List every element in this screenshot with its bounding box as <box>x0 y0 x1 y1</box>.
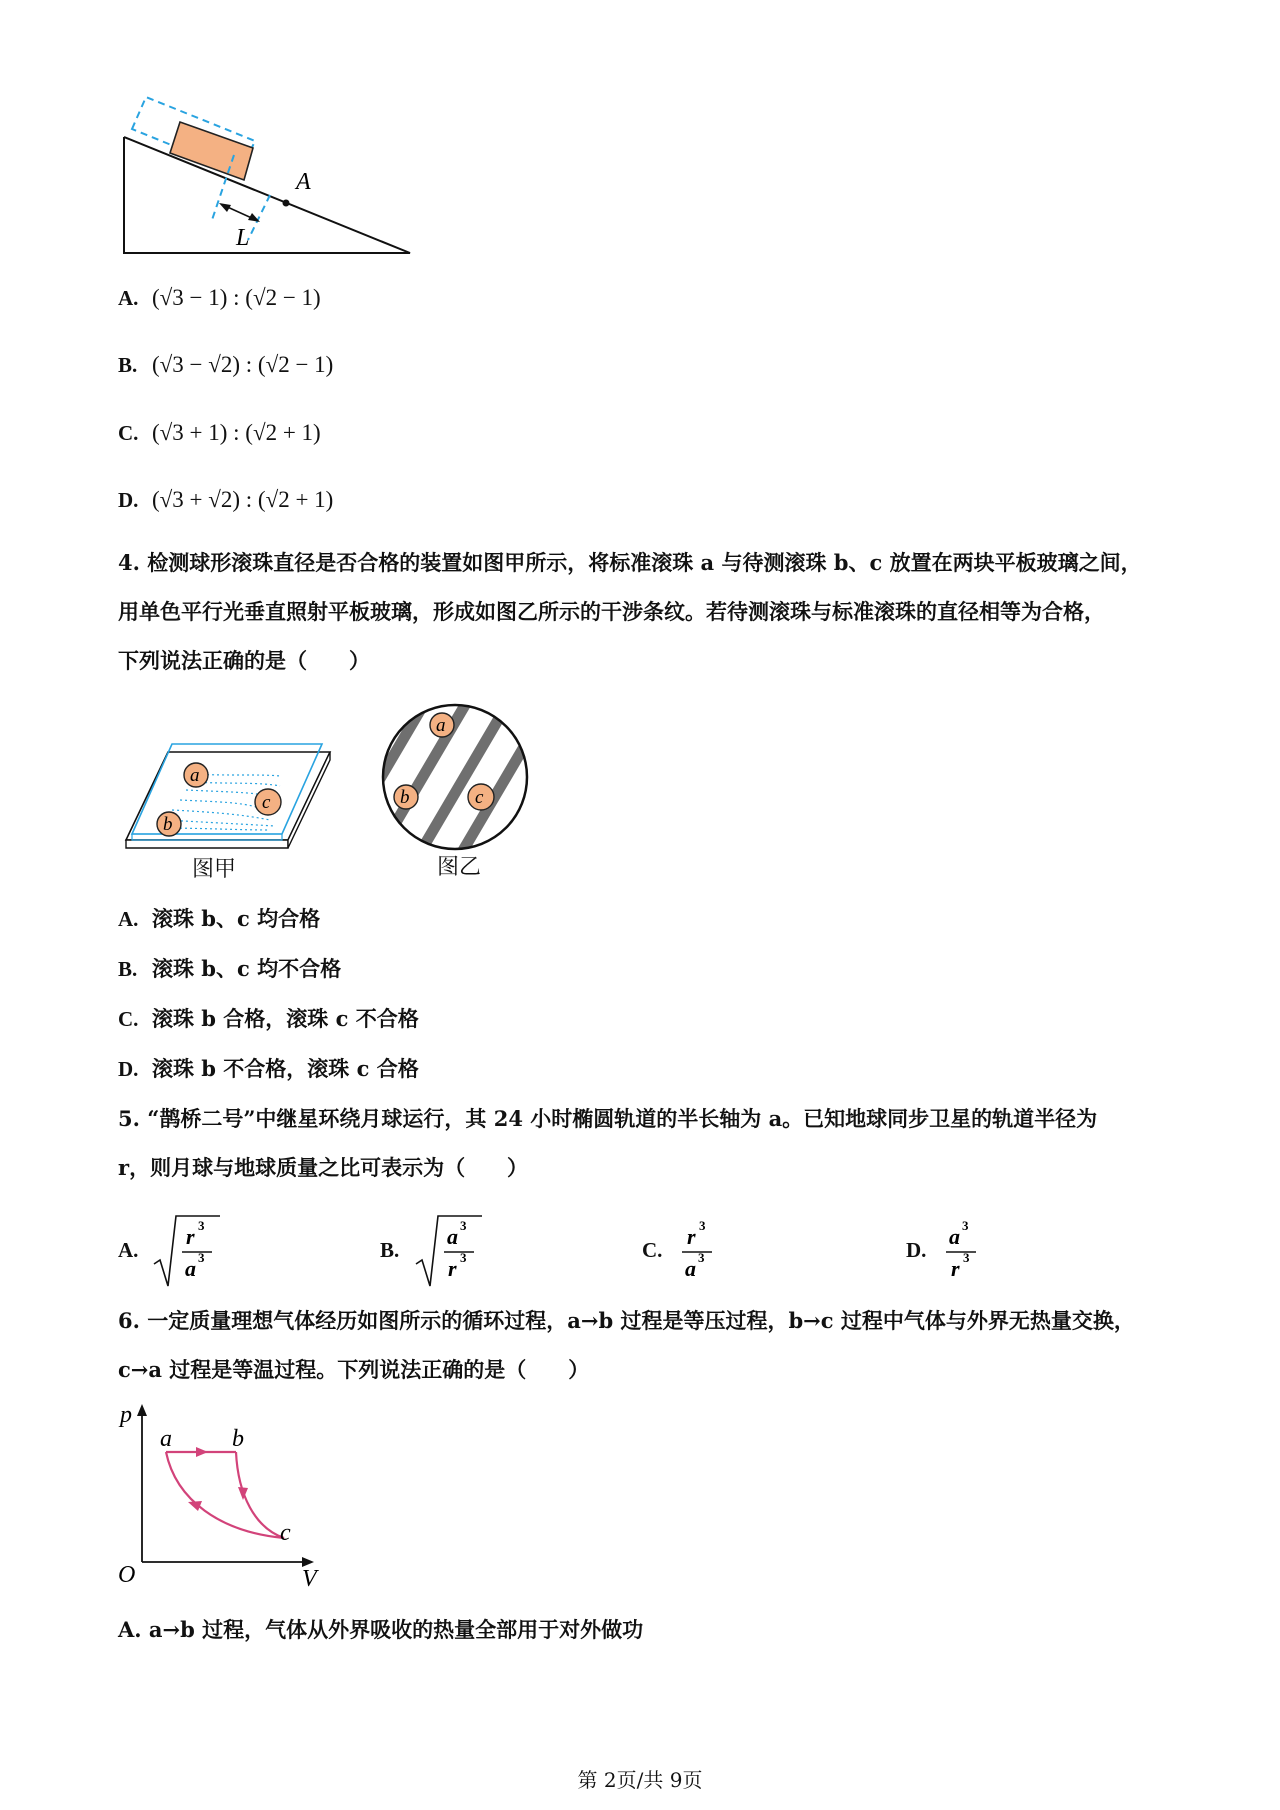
q4-option-a[interactable]: A. 滚珠 b、c 均合格 <box>118 906 321 931</box>
svg-text:3: 3 <box>198 1250 205 1265</box>
sliding-block <box>170 122 253 180</box>
q4-option-c[interactable]: C. 滚珠 b 合格，滚珠 c 不合格 <box>118 1006 419 1031</box>
svg-text:a: a <box>447 1224 458 1249</box>
q6-option-a[interactable]: A. a→b 过程，气体从外界吸收的热量全部用于对外做功 <box>118 1617 644 1642</box>
option-label: D. <box>118 488 139 512</box>
svg-text:b: b <box>163 814 173 835</box>
svg-text:a: a <box>949 1224 960 1249</box>
svg-text:3: 3 <box>198 1218 205 1233</box>
pv-graph <box>110 1400 330 1590</box>
point-b-label: b <box>232 1426 244 1452</box>
figure-jia-caption: 图甲 <box>192 857 237 882</box>
length-label: L <box>236 225 250 251</box>
sqrt-fraction <box>152 1212 222 1292</box>
arrowhead-left <box>219 203 231 212</box>
svg-text:c: c <box>475 787 484 808</box>
option-label: B. <box>118 353 138 377</box>
svg-text:c: c <box>262 792 271 813</box>
q4-stem <box>118 538 1178 685</box>
svg-text:a: a <box>190 765 200 786</box>
svg-text:b: b <box>400 787 410 808</box>
point-a-label: a <box>160 1426 172 1452</box>
q5-line-1: 5. “鹊桥二号”中继星环绕月球运行，其 24 小时椭圆轨道的半长轴为 a。已知地球同步卫星的轨道半径为 <box>118 1106 1098 1131</box>
option-text: (√3 − √2) : (√2 − 1) <box>152 352 334 377</box>
svg-text:r: r <box>951 1256 960 1281</box>
point-c-label: c <box>280 1520 291 1546</box>
q4-option-d[interactable]: D. 滚珠 b 不合格，滚珠 c 合格 <box>118 1056 419 1081</box>
svg-text:3: 3 <box>963 1250 970 1265</box>
sqrt-fraction <box>414 1212 484 1292</box>
q5-option-b[interactable]: B. a 3 r 3 <box>380 1212 580 1292</box>
option-text: (√3 − 1) : (√2 − 1) <box>152 285 321 310</box>
figure-yi <box>378 700 532 854</box>
q6-stem <box>118 1296 1178 1394</box>
q4-line-1: 4. 检测球形滚珠直径是否合格的装置如图甲所示，将标准滚珠 a 与待测滚珠 b、c 放置在两块平板玻璃之间， <box>118 550 1142 575</box>
q3-option-d[interactable] <box>118 487 333 513</box>
option-label: A. <box>118 286 139 310</box>
svg-text:3: 3 <box>460 1218 467 1233</box>
incline-triangle <box>124 137 410 253</box>
point-A <box>283 200 290 207</box>
y-axis-label: p <box>120 1402 132 1428</box>
q3-option-c[interactable] <box>118 420 321 446</box>
svg-text:a: a <box>436 715 446 736</box>
x-axis-label: V <box>302 1566 317 1590</box>
q3-option-b[interactable] <box>118 352 333 378</box>
fraction <box>678 1212 728 1292</box>
process-ca <box>166 1452 284 1538</box>
q5-stem <box>118 1094 1178 1192</box>
y-axis-arrow <box>137 1404 147 1416</box>
svg-text:3: 3 <box>460 1250 467 1265</box>
point-A-label: A <box>296 169 311 195</box>
q4-option-b[interactable]: B. 滚珠 b、c 均不合格 <box>118 956 342 981</box>
q4-line-2: 用单色平行光垂直照射平板玻璃，形成如图乙所示的干涉条纹。若待测滚珠与标准滚珠的直径相等为合格， <box>118 599 1105 624</box>
svg-text:3: 3 <box>699 1218 706 1233</box>
fraction <box>942 1212 992 1292</box>
q5-option-c[interactable]: C. r 3 a 3 <box>642 1212 842 1292</box>
q5-option-a[interactable]: A. r 3 a 3 <box>118 1212 318 1292</box>
q6-line-1: 6. 一定质量理想气体经历如图所示的循环过程，a→b 过程是等压过程，b→c 过程中气体与外界无热量交换， <box>118 1308 1135 1333</box>
q4-line-3: 下列说法正确的是（ ） <box>118 648 370 673</box>
option-label: C. <box>118 421 139 445</box>
incline-figure <box>110 95 430 265</box>
svg-text:a: a <box>685 1256 696 1281</box>
svg-text:r: r <box>186 1224 195 1249</box>
q3-option-a[interactable] <box>118 285 321 311</box>
svg-text:r: r <box>687 1224 696 1249</box>
svg-text:r: r <box>448 1256 457 1281</box>
page-footer: 第 2页/共 9页 <box>577 1768 703 1792</box>
svg-text:3: 3 <box>698 1250 705 1265</box>
option-text: (√3 + √2) : (√2 + 1) <box>152 487 334 512</box>
svg-text:3: 3 <box>962 1218 969 1233</box>
option-text: (√3 + 1) : (√2 + 1) <box>152 420 321 445</box>
origin-label: O <box>118 1562 136 1588</box>
figure-jia <box>120 730 340 860</box>
svg-text:a: a <box>185 1256 196 1281</box>
q5-option-d[interactable]: D. a 3 r 3 <box>906 1212 1106 1292</box>
q5-line-2: r，则月球与地球质量之比可表示为（ ） <box>118 1155 529 1180</box>
figure-yi-caption: 图乙 <box>437 855 482 880</box>
q6-line-2: c→a 过程是等温过程。下列说法正确的是（ ） <box>118 1357 590 1382</box>
